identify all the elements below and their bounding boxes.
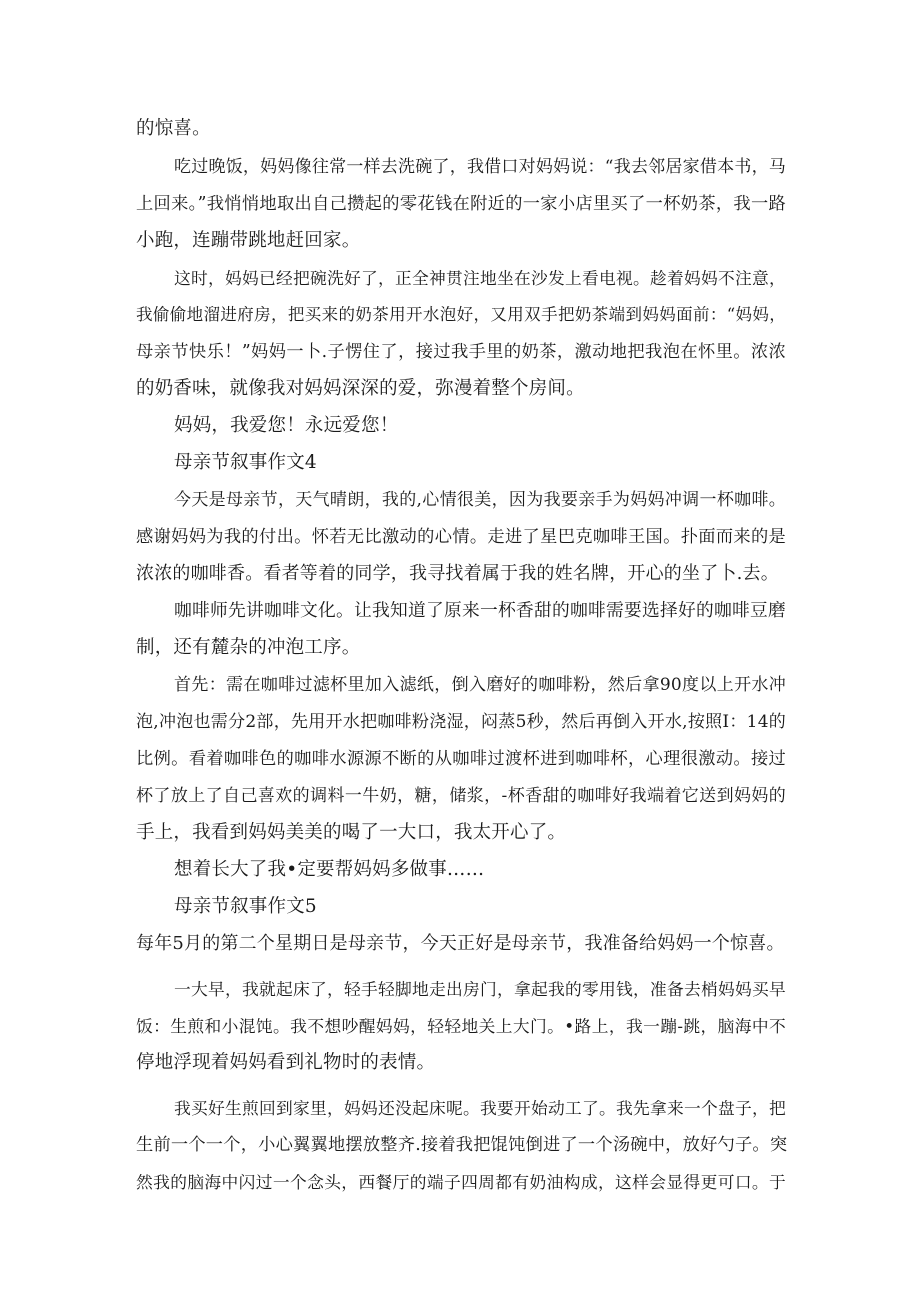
paragraph-1-line-1: 上回来。”我悄悄地取出自己攒起的零花钱在附近的一家小店里买了一杯奶茶，我一路 (136, 194, 786, 214)
paragraph-7-line-4: 手上，我看到妈妈美美的喝了一大口，我太开心了。 (136, 822, 567, 843)
paragraph-11-line-1: 饭：生煎和小混饨。我不想吵醒妈妈，轻轻地关上大门。•路上，我一蹦-跳，脑海中不 (136, 1016, 786, 1036)
paragraph-11-line-2: 停地浮现着妈妈看到礼物时的表情。 (136, 1052, 436, 1073)
paragraph-3-line-0: 妈妈，我爱您！永远爱您！ (174, 415, 399, 436)
paragraph-2-line-3: 的奶香味，就像我对妈妈深深的爱，弥漫着整个房间。 (136, 378, 585, 399)
section-heading-4: 母亲节叙事作文4 (174, 452, 317, 473)
paragraph-5-line-2: 浓浓的咖啡香。看者等着的同学，我寻找着属于我的姓名牌，开心的坐了卜.去。 (136, 563, 779, 584)
paragraph-0-line-0: 的惊喜。 (136, 118, 211, 139)
section-heading-5: 母亲节叙事作文5 (174, 896, 317, 917)
paragraph-5-line-1: 感谢妈妈为我的付出。怀若无比激动的心情。走进了星巴克咖啡王国。扑面而来的是 (136, 527, 786, 547)
paragraph-12-line-0: 我买好生煎回到家里，妈妈还没起床呢。我要开始动工了。我先拿来一个盘子，把 (174, 1098, 786, 1118)
paragraph-7-line-0: 首先：需在咖啡过滤杯里加入滤纸，倒入磨好的咖啡粉，然后拿90度以上开水冲 (174, 675, 786, 695)
paragraph-2-line-1: 我偷偷地溜进府房，把买来的奶茶用开水泡好，又用双手把奶茶端到妈妈面前：“妈妈， (136, 305, 786, 324)
paragraph-6-line-1: 制，还有麓杂的冲泡工序。 (136, 637, 361, 658)
paragraph-2-line-0: 这时，妈妈已经把碗洗好了，正全神贯注地坐在沙发上看电视。趁着妈妈不注意， (174, 268, 786, 288)
paragraph-1-line-0: 吃过晚饭，妈妈像往常一样去洗碗了，我借口对妈妈说：“我去邻居家借本书，马 (174, 157, 786, 177)
paragraph-8-line-0: 想着长大了我•定要帮妈妈多做事…… (174, 859, 485, 880)
paragraph-7-line-3: 杯了放上了自己喜欢的调料一牛奶，糖，储浆，-杯香甜的咖啡好我端着它送到妈妈的 (136, 786, 786, 806)
paragraph-2-line-2: 母亲节快乐！”妈妈一卜.子愣住了，接过我手里的奶茶，激动地把我泡在怀里。浓浓 (136, 342, 786, 362)
paragraph-1-line-2: 小跑，连蹦带跳地赶回家。 (136, 230, 361, 251)
paragraph-6-line-0: 咖啡师先讲咖啡文化。让我知道了原来一杯香甜的咖啡需要选择好的咖啡豆磨 (174, 601, 786, 621)
paragraph-7-line-2: 比例。看着咖啡色的咖啡水源源不断的从咖啡过渡杯进到咖啡杯，心理很激动。接过 (136, 749, 786, 769)
paragraph-11-line-0: 一大早，我就起床了，轻手轻脚地走出房门，拿起我的零用钱，准备去梢妈妈买早 (174, 979, 786, 999)
paragraph-5-line-0: 今天是母亲节，天气晴朗，我的,心情很美，因为我要亲手为妈妈冲调一杯咖啡。 (174, 490, 786, 510)
paragraph-12-line-2: 然我的脑海中闪过一个念头，西餐厅的端子四周都有奶油构成，这样会显得更可口。于 (136, 1172, 786, 1192)
paragraph-10-line-0: 每年5月的第二个星期日是母亲节，今天正好是母亲节，我准备给妈妈一个惊喜。 (136, 933, 785, 954)
paragraph-12-line-1: 生前一个一个，小心翼翼地摆放整齐.接着我把馄饨倒进了一个汤碗中，放好勺子。突 (136, 1135, 788, 1155)
paragraph-7-line-1: 泡,冲泡也需分2部，先用开水把咖啡粉浇湿，闷蒸5秒，然后再倒入开水,按照I：14的 (136, 712, 786, 732)
